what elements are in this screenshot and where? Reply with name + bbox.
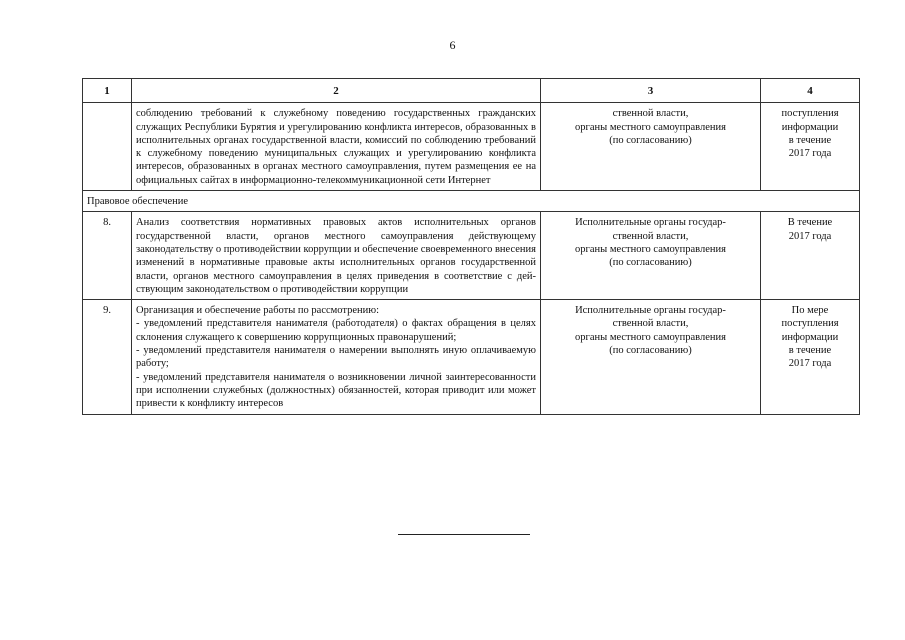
executors-line: Исполнительные органы государ- xyxy=(575,217,726,229)
deadline-cell xyxy=(761,212,860,300)
column-header-4: 4 xyxy=(761,79,860,103)
executors-line: Исполнительные органы государ- xyxy=(575,305,726,317)
column-header-3: 3 xyxy=(541,79,761,103)
column-header-2: 2 xyxy=(132,79,541,103)
deadline-line: в течение xyxy=(788,345,832,357)
measure-text-line: Организация и обеспечение работы по рассмотрению: xyxy=(136,305,380,317)
deadline-line: 2017 года xyxy=(788,230,832,242)
page-number: 6 xyxy=(449,38,456,52)
executors-line: органы местного самоуправления xyxy=(575,243,726,255)
measure-text: соблюдению требований к служебному поведению государственных гражданских служащих Республики Бурятия и урегулированию конфликта интересов, образованных в исполнительных органах государственной власти, комиссий по соблюдению требований к служебному поведению муниципальных служащих и урегулированию конфликта интересов, образованных в органах местного самоуправления, путем размещения ее на официальных сайтах в информационно-телекоммуникационной сети Интернет xyxy=(132,103,541,191)
table-row xyxy=(83,212,860,300)
section-title: Правовое обеспечение xyxy=(83,191,860,212)
executors-line: (по согласованию) xyxy=(609,134,692,146)
measure-text xyxy=(132,300,541,414)
column-header-1: 1 xyxy=(83,79,132,103)
deadline-line: 2017 года xyxy=(788,148,832,160)
row-number: 9. xyxy=(83,300,132,414)
executors-line: ственной власти, xyxy=(612,230,689,242)
deadline-line: в течение xyxy=(788,134,832,146)
executors-line: (по согласованию) xyxy=(609,257,692,269)
executors-cell xyxy=(541,212,761,300)
executors-cell xyxy=(541,103,761,191)
deadline-line: информации xyxy=(781,121,839,133)
measures-table xyxy=(82,78,860,415)
row-number: 8. xyxy=(83,212,132,300)
executors-line: органы местного самоуправления xyxy=(575,121,726,133)
table-row xyxy=(83,103,860,191)
measure-text: Анализ соответствия нормативных правовых актов исполнительных органов государственной власти, органов местного самоуправления действующему законодательству о противодействии коррупции и обеспечение своевременного внесения изменений в нормативные правовые акты исполнительных органов государственной власти, органов местного самоуправления в целях приведения в соответствие с действующим законодательством о противодействии коррупции xyxy=(132,212,541,300)
executors-line: ственной власти, xyxy=(612,318,689,330)
executors-cell xyxy=(541,300,761,414)
measure-text-line: - уведомлений представителя нанимателя о намерении выполнять иную оплачиваемую работу; xyxy=(136,345,536,370)
deadline-line: поступления xyxy=(781,318,839,330)
executors-line: (по согласованию) xyxy=(609,345,692,357)
footnote-divider xyxy=(398,534,530,535)
deadline-cell xyxy=(761,103,860,191)
deadline-line: 2017 года xyxy=(788,358,832,370)
table-row xyxy=(83,300,860,414)
measure-text-line: - уведомлений представителя нанимателя (работодателя) о фактах обращения в целях склонения служащего к совершению коррупционных правонарушений; xyxy=(136,318,536,343)
section-row xyxy=(83,191,860,212)
deadline-line: По мере xyxy=(791,305,829,317)
measure-text-line: - уведомлений представителя нанимателя о возникновении личной заинтересованности при исполнении служебных (должностных) обязанностей, которая приводит или может привести к конфликту интересов xyxy=(136,371,536,410)
executors-line: ственной власти, xyxy=(612,108,689,120)
deadline-line: информации xyxy=(781,331,839,343)
table-header-row xyxy=(83,79,860,103)
row-number xyxy=(83,103,132,191)
deadline-line: поступления xyxy=(781,108,839,120)
executors-line: органы местного самоуправления xyxy=(575,331,726,343)
deadline-cell xyxy=(761,300,860,414)
deadline-line: В течение xyxy=(787,217,833,229)
